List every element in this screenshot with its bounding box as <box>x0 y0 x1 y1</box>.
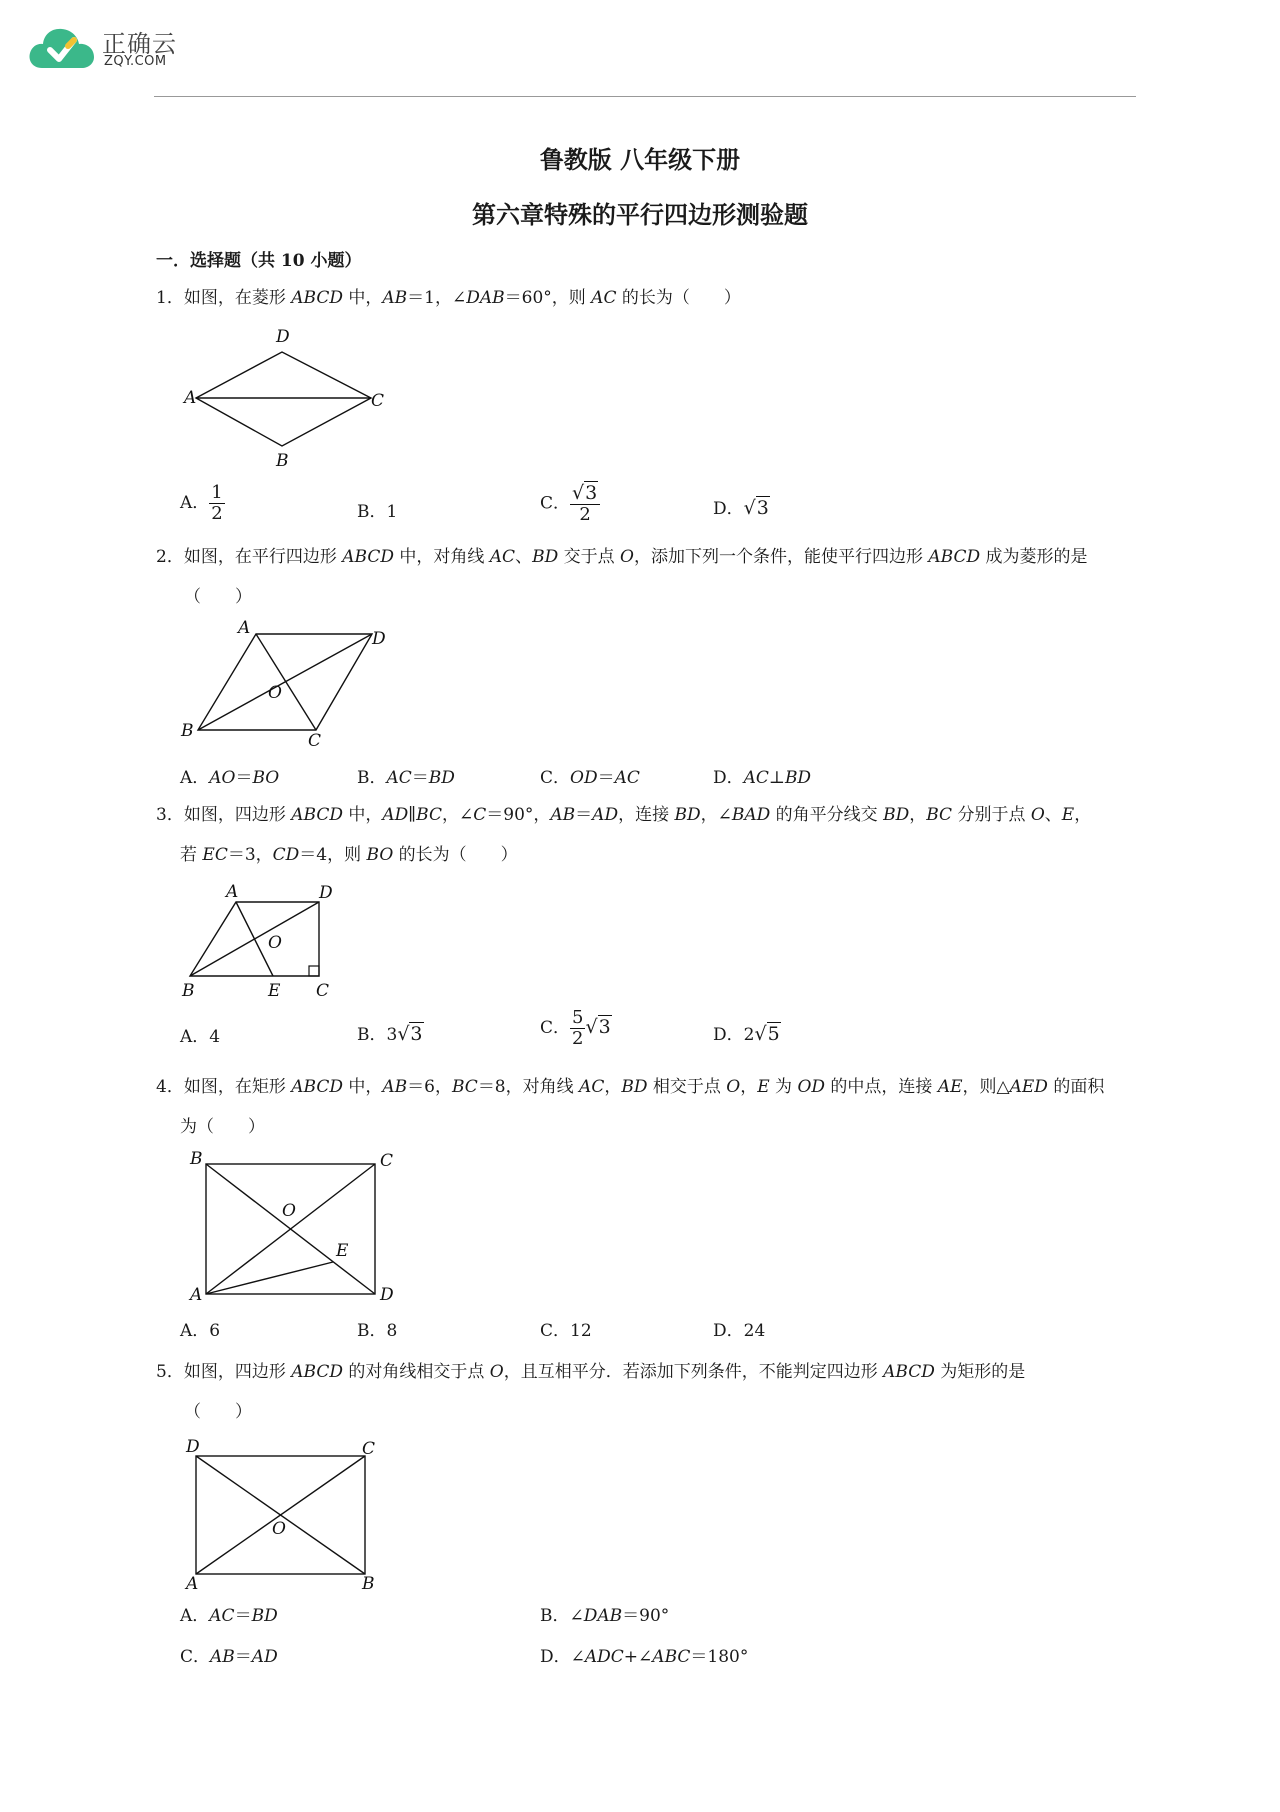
figure-point-label: E <box>268 981 281 1001</box>
question-2-text: 2．如图，在平行四边形 ABCD 中，对角线 AC、BD 交于点 O，添加下列一个条件，能使平行四边形 ABCD 成为菱形的是 <box>156 547 1088 567</box>
figure-point-label: A <box>186 1574 199 1592</box>
question-1-figure <box>176 322 396 472</box>
question-1-text: 1．如图，在菱形 ABCD 中，AB＝1，∠DAB＝60°，则 AC 的长为（ ） <box>156 288 741 308</box>
figure-point-label: C <box>308 731 322 748</box>
figure-point-label: C <box>316 981 330 1001</box>
question-4-figure <box>176 1148 416 1308</box>
question-2-option-d: D．AC⊥BD <box>713 768 812 788</box>
q1-label: A <box>184 388 197 408</box>
question-4-option-a: A．6 <box>180 1321 221 1341</box>
question-4-text: 4．如图，在矩形 ABCD 中，AB＝6，BC＝8，对角线 AC，BD 相交于点 O，E 为 OD 的中点，连接 AE，则△AED 的面积 <box>156 1077 1105 1097</box>
question-3-option-b: B．3√3 <box>357 1023 423 1045</box>
question-5-figure <box>176 1432 396 1592</box>
question-4-option-c: C．12 <box>540 1321 592 1341</box>
figure-point-label: C <box>380 1151 394 1171</box>
figure-point-label: O <box>282 1201 296 1221</box>
question-1-option-a: A． $\frac{1}{2}$ <box>180 482 223 524</box>
section-heading: 一．选择题（共 10 小题） <box>156 251 362 271</box>
question-4-option-d: D．24 <box>713 1321 766 1341</box>
header-divider <box>154 96 1136 97</box>
question-3-option-a: A．4 <box>180 1027 221 1047</box>
figure-point-label: E <box>336 1241 349 1261</box>
q1-label: C <box>371 391 385 411</box>
figure-point-label: O <box>272 1519 286 1539</box>
figure-point-label: A <box>238 618 251 638</box>
question-2-paren: （ ） <box>184 587 252 607</box>
question-5-paren: （ ） <box>184 1402 252 1422</box>
figure-point-label: O <box>268 683 282 703</box>
question-5-option-d: D．∠ADC+∠ABC＝180° <box>540 1647 749 1667</box>
figure-point-label: D <box>319 883 333 903</box>
figure-point-label: A <box>226 882 239 902</box>
question-2-figure <box>176 618 396 748</box>
question-3-text: 3．如图，四边形 ABCD 中，AD∥BC，∠C＝90°，AB＝AD，连接 BD，∠BAD 的角平分线交 BD，BC 分别于点 O、E， <box>156 805 1092 825</box>
question-3-figure <box>176 878 356 1006</box>
figure-point-label: D <box>186 1437 200 1457</box>
document-title: 鲁教版 八年级下册 <box>539 145 741 174</box>
question-5-option-a: A．AC＝BD <box>180 1606 278 1626</box>
question-1-option-c: C． $\frac{√3}{2}$ <box>540 483 600 525</box>
q1-label: B <box>276 451 289 471</box>
question-1-option-b: B．1 <box>357 502 398 522</box>
document-subtitle: 第六章特殊的平行四边形测验题 <box>472 200 808 229</box>
figure-point-label: A <box>190 1285 203 1305</box>
figure-point-label: D <box>380 1285 394 1305</box>
question-3-text-2: 若 EC＝3，CD＝4，则 BO 的长为（ ） <box>180 845 518 865</box>
figure-point-label: O <box>268 933 282 953</box>
question-3-option-d: D．2√5 <box>713 1023 780 1045</box>
question-5-option-b: B．∠DAB＝90° <box>540 1606 670 1626</box>
question-3-option-c: C． $\frac{5}{2}$ √3 <box>540 1007 611 1049</box>
logo-name-cn: 正确云 <box>102 30 177 58</box>
cloud-check-icon <box>28 22 98 74</box>
question-2-option-b: B．AC＝BD <box>357 768 455 788</box>
figure-point-label: C <box>362 1439 376 1459</box>
brand-logo <box>28 22 188 78</box>
figure-point-label: B <box>182 981 195 1001</box>
question-5-option-c: C．AB＝AD <box>180 1647 278 1667</box>
logo-name-en: ZQY.COM <box>104 54 167 69</box>
figure-point-label: B <box>190 1149 203 1169</box>
figure-point-label: B <box>362 1574 375 1592</box>
q1-label: D <box>276 327 290 347</box>
question-2-option-c: C．OD＝AC <box>540 768 640 788</box>
question-5-text: 5．如图，四边形 ABCD 的对角线相交于点 O，且互相平分．若添加下列条件，不能判定四边形 ABCD 为矩形的是 <box>156 1362 1026 1382</box>
question-2-option-a: A．AO＝BO <box>180 768 280 788</box>
question-4-text-2: 为（ ） <box>180 1117 265 1137</box>
question-4-option-b: B．8 <box>357 1321 398 1341</box>
figure-point-label: B <box>181 721 194 741</box>
question-1-option-d: D．√3 <box>713 497 769 519</box>
figure-point-label: D <box>372 629 386 649</box>
